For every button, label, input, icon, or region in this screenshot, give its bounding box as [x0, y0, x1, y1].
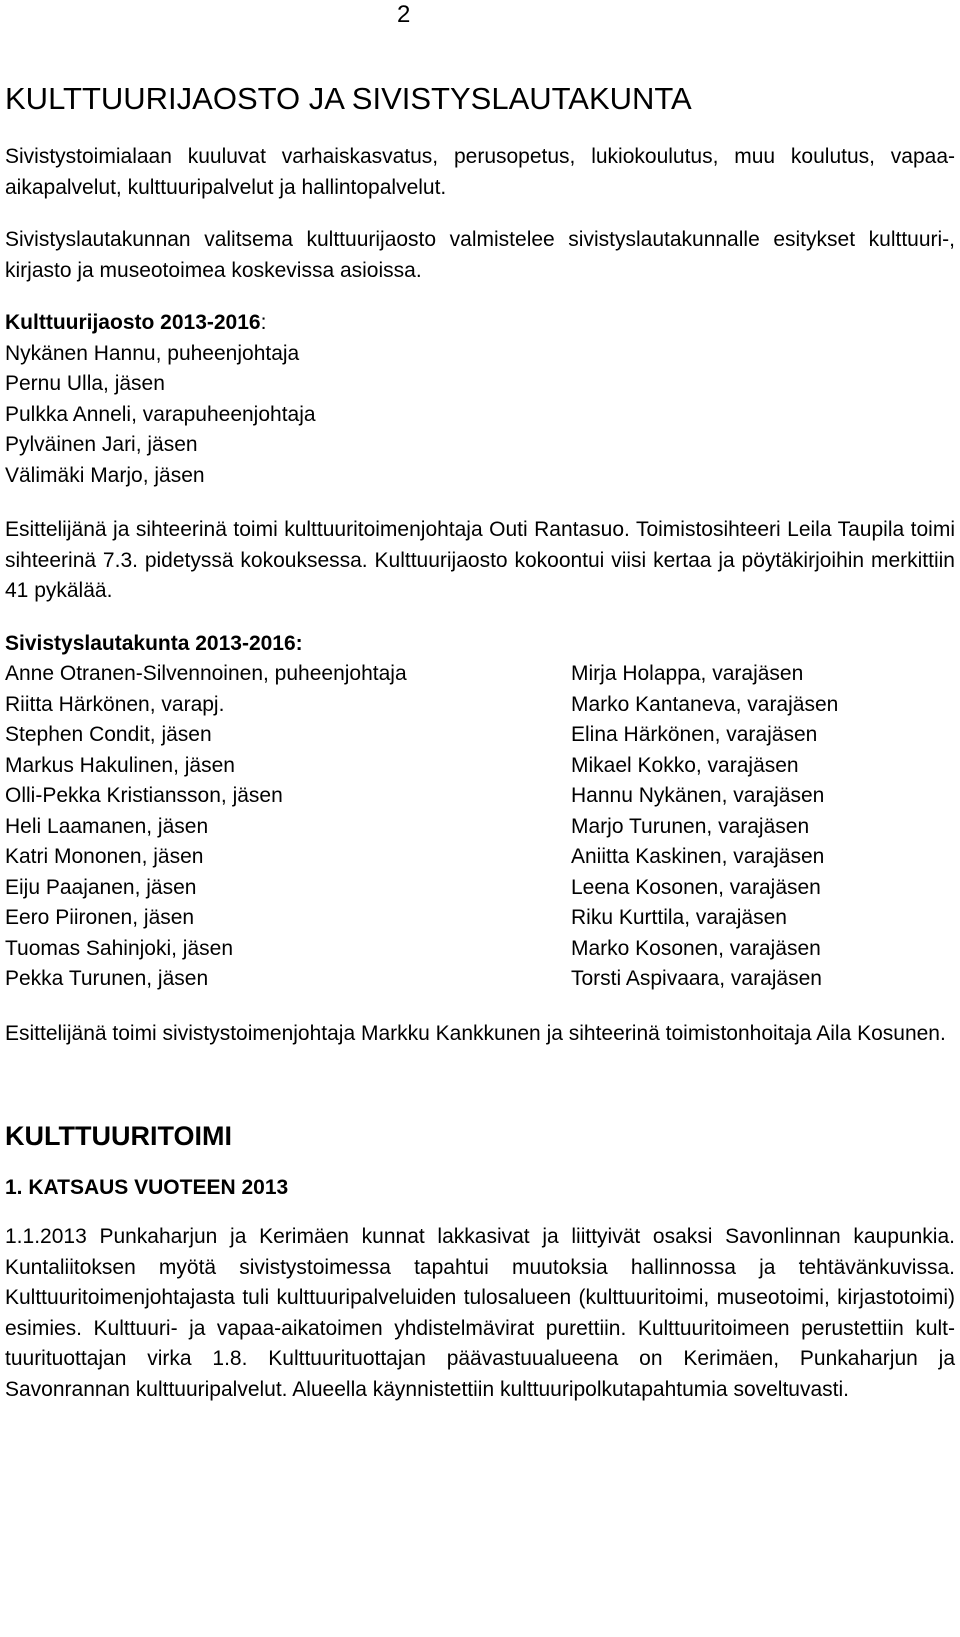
lautakunta-member: Anne Otranen-Silvennoinen, puheenjohtaja	[5, 662, 407, 685]
lautakunta-member: Pekka Turunen, jäsen	[5, 967, 209, 990]
lautakunta-member: Olli-Pekka Kristiansson, jäsen	[5, 784, 283, 807]
lautakunta-member: Heli Laamanen, jäsen	[5, 814, 209, 838]
jaosto-heading	[5, 308, 955, 339]
section-body: 1.1.2013 Punkaharjun ja Kerimäen kunnat lakkasivat ja liittyivät osaksi Savonlinnan kaupunkia. Kuntaliitoksen myötä sivistystoimessa tapahtui muutoksia hallinnossa ja tehtävänkuvissa. Kulttuuritoimenjohtajasta tuli kulttuuripalveluiden tulosalueen (kulttuuritoimi, museotoimi, kirjastotoimi) esimies. Kulttuuri- ja vapaa-aikatoimen yhdistelmävirat purettiin. Kulttuuritoimeen perustettiin kulttuurituottajan virka 1.8. Kulttuurituottajan päävastuualueena on Kerimäen, Punkaharjun ja Savonrannan kulttuuripalvelut. Alueella käynnistettiin kulttuuripolkutapahtumia soveltuvasti.	[5, 1225, 955, 1401]
lautakunta-deputy: Leena Kosonen, varajäsen	[571, 875, 821, 899]
lautakunta-deputy: Mikael Kokko, varajäsen	[571, 753, 799, 777]
intro-paragraph-2: Sivistyslautakunnan valitsema kulttuurijaosto valmistelee sivistyslautakunnalle esitykset kulttuuri-, kirjasto ja museotoimea koskevissa asioissa.	[5, 228, 955, 282]
lautakunta-deputy: Mirja Holappa, varajäsen	[571, 662, 804, 685]
lautakunta-deputy: Elina Härkönen, varajäsen	[571, 723, 818, 746]
lautakunta-deputy: Marko Kantaneva, varajäsen	[571, 692, 839, 716]
lautakunta-deputies-column	[571, 659, 955, 995]
lautakunta-member: Stephen Condit, jäsen	[5, 723, 212, 746]
lautakunta-deputy: Hannu Nykänen, varajäsen	[571, 784, 825, 807]
lautakunta-deputy: Riku Kurttila, varajäsen	[571, 906, 787, 929]
jaosto-member: Välimäki Marjo, jäsen	[5, 463, 205, 487]
lautakunta-heading: Sivistyslautakunta 2013-2016:	[5, 631, 303, 655]
subsection-title: 1. KATSAUS VUOTEEN 2013	[5, 1176, 289, 1199]
lautakunta-deputy: Torsti Aspivaara, varajäsen	[571, 967, 822, 990]
section-title: KULTTUURITOIMI	[5, 1121, 232, 1151]
jaosto-note: Esittelijänä ja sihteerinä toimi kulttuuritoimenjohtaja Outi Rantasuo. Toimistosihteeri Leila Taupila toimi sihteerinä 7.3. pidetyssä kokouksessa. Kulttuurijaosto kokoontui viisi kertaa ja pöytäkirjoihin merkittiin 41 pykälää.	[5, 518, 955, 602]
lautakunta-roster	[5, 659, 955, 995]
jaosto-section	[5, 308, 955, 491]
jaosto-member: Nykänen Hannu, puheenjohtaja	[5, 341, 300, 365]
lautakunta-deputy: Aniitta Kaskinen, varajäsen	[571, 845, 825, 868]
jaosto-heading-suffix: :	[260, 311, 267, 334]
document-body	[5, 79, 955, 1405]
lautakunta-member: Markus Hakulinen, jäsen	[5, 753, 235, 777]
jaosto-heading-label: Kulttuurijaosto 2013-2016	[5, 311, 261, 334]
lautakunta-note: Esittelijänä toimi sivistystoimenjohtaja Markku Kankkunen ja sihteerinä toimistonhoitaja Aila Kosunen.	[5, 1021, 946, 1045]
jaosto-member: Pylväinen Jari, jäsen	[5, 433, 198, 456]
lautakunta-deputy: Marko Kosonen, varajäsen	[571, 936, 821, 960]
intro-paragraph-1: Sivistystoimialaan kuuluvat varhaiskasvatus, perusopetus, lukiokoulutus, muu koulutus, vapaa-aikapalvelut, kulttuuripalvelut ja hallintopalvelut.	[5, 145, 955, 199]
lautakunta-member: Eero Piironen, jäsen	[5, 906, 195, 929]
page-number: 2	[397, 1, 411, 28]
lautakunta-deputy: Marjo Turunen, varajäsen	[571, 814, 810, 838]
lautakunta-member: Eiju Paajanen, jäsen	[5, 875, 197, 899]
lautakunta-member: Tuomas Sahinjoki, jäsen	[5, 936, 234, 960]
lautakunta-section	[5, 629, 955, 995]
lautakunta-member: Riitta Härkönen, varapj.	[5, 692, 225, 716]
jaosto-member: Pulkka Anneli, varapuheenjohtaja	[5, 402, 316, 426]
page-title: KULTTUURIJAOSTO JA SIVISTYSLAUTAKUNTA	[5, 81, 692, 116]
lautakunta-member: Katri Mononen, jäsen	[5, 845, 204, 868]
jaosto-member: Pernu Ulla, jäsen	[5, 372, 165, 395]
lautakunta-members-column	[5, 659, 571, 995]
